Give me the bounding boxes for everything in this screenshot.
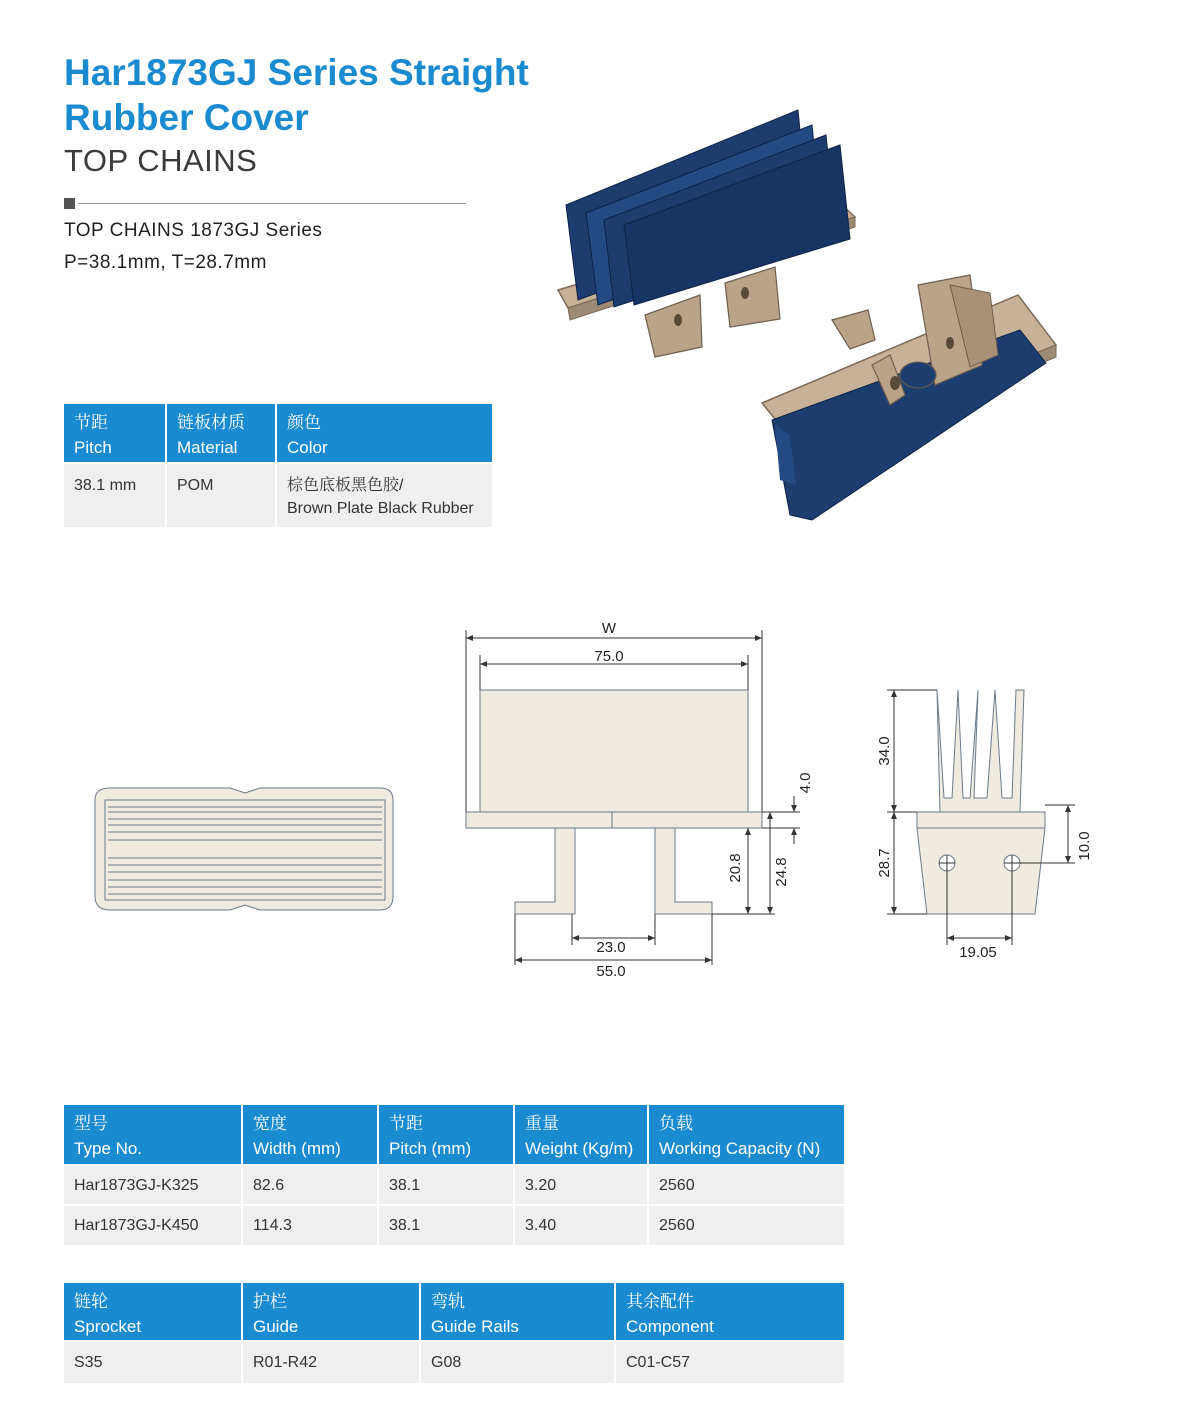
table-row [64,463,492,527]
section-marker [64,198,75,209]
technical-drawing [0,600,1179,1000]
material-table [64,404,492,527]
cell-weight: 3.40 [514,1205,648,1245]
dim-10: 10.0 [1076,831,1093,861]
header-type: 型号 Type No. [64,1105,242,1165]
header-capacity: 负载 Working Capacity (N) [648,1105,844,1165]
cell-weight: 3.20 [514,1165,648,1205]
cell-type: Har1873GJ-K325 [64,1165,242,1205]
product-illustration [550,105,1070,530]
header-sprocket: 链轮 Sprocket [64,1283,242,1341]
cell-pitch: 38.1 mm [64,463,166,527]
front-view [466,630,800,965]
series-line: TOP CHAINS 1873GJ Series [64,220,323,241]
header-weight: 重量 Weight (Kg/m) [514,1105,648,1165]
accessory-table [64,1283,844,1383]
top-view [95,788,393,910]
header-guide-rails: 弯轨 Guide Rails [420,1283,615,1341]
dim-248: 24.8 [773,857,790,887]
cell-capacity: 2560 [648,1165,844,1205]
dim-23: 23.0 [596,939,626,956]
cell-width: 82.6 [242,1165,378,1205]
spec-line: P=38.1mm, T=28.7mm [64,252,267,273]
dim-287: 28.7 [876,848,893,878]
cell-material: POM [166,463,276,527]
type-table [64,1105,844,1245]
dim-208: 20.8 [727,853,744,883]
dim-4: 4.0 [797,772,814,794]
page-title: Har1873GJ Series Straight Rubber Cover [64,52,529,138]
table-row [64,1205,844,1245]
header-component: 其余配件 Component [615,1283,844,1341]
side-view [887,690,1075,945]
dim-75: 75.0 [594,648,624,665]
cell-guide: R01-R42 [242,1341,420,1383]
cell-pitch: 38.1 [378,1205,514,1245]
header-pitch: 节距 Pitch (mm) [378,1105,514,1165]
cell-sprocket: S35 [64,1341,242,1383]
dim-w: W [601,620,617,637]
cell-pitch: 38.1 [378,1165,514,1205]
header-pitch: 节距 Pitch [64,404,166,463]
header-material: 链板材质 Material [166,404,276,463]
page-subtitle: TOP CHAINS [64,143,258,178]
header-width: 宽度 Width (mm) [242,1105,378,1165]
cell-component: C01-C57 [615,1341,844,1383]
table-row [64,1341,844,1383]
cell-type: Har1873GJ-K450 [64,1205,242,1245]
table-row [64,1165,844,1205]
dim-1905: 19.05 [959,944,997,961]
cell-width: 114.3 [242,1205,378,1245]
dim-55: 55.0 [596,963,626,980]
cell-color: 棕色底板黑色胶/ Brown Plate Black Rubber [276,463,492,527]
cell-rails: G08 [420,1341,615,1383]
divider [78,203,466,204]
dim-34: 34.0 [876,736,893,766]
header-color: 颜色 Color [276,404,492,463]
header-guide: 护栏 Guide [242,1283,420,1341]
cell-capacity: 2560 [648,1205,844,1245]
